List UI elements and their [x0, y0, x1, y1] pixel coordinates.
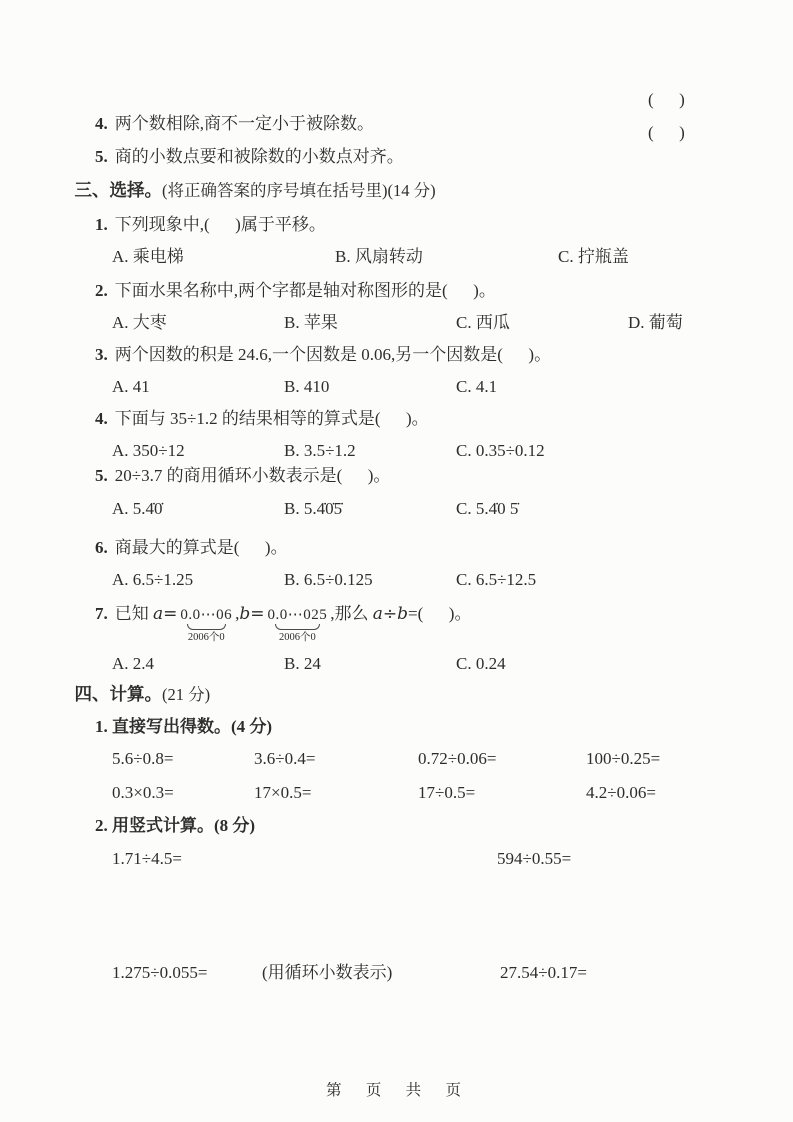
- option: C. 西瓜: [456, 313, 510, 332]
- question-number: 7.: [95, 604, 108, 623]
- expression: 27.54÷0.17=: [500, 963, 587, 982]
- option: C. 5.4̇0 5̇: [456, 499, 519, 518]
- decimal-value: 0.0⋯025: [267, 607, 328, 623]
- expression: 3.6÷0.4=: [254, 749, 316, 768]
- variable-b: b=: [239, 604, 265, 624]
- expression: 4.2÷0.06=: [586, 783, 656, 802]
- expression: 17×0.5=: [254, 783, 312, 802]
- expression: 17÷0.5=: [418, 783, 476, 802]
- option: B. 6.5÷0.125: [284, 570, 373, 589]
- question-number: 5.: [95, 466, 108, 485]
- question-text: 下面与 35÷1.2 的结果相等的算式是( )。: [114, 409, 429, 428]
- answer-bracket: ( ): [648, 123, 685, 142]
- option: D. 葡萄: [628, 313, 683, 332]
- option: A. 5.4̇0̇: [112, 499, 163, 518]
- question-text: =( )。: [408, 604, 472, 623]
- zeros-count-label: 2006个0: [187, 632, 225, 643]
- option: C. 0.35÷0.12: [456, 441, 545, 460]
- question-text: 两个因数的积是 24.6,一个因数是 0.06,另一个因数是( )。: [114, 345, 552, 364]
- option: C. 6.5÷12.5: [456, 570, 537, 589]
- expression: 0.72÷0.06=: [418, 749, 497, 768]
- option: B. 5.4̇0̇5̇: [284, 499, 343, 518]
- vertical-calc-row-2: [95, 937, 587, 1009]
- answer-bracket: ( ): [648, 90, 685, 109]
- vertical-calc-row-1: [95, 823, 571, 895]
- expression: 5.6÷0.8=: [112, 749, 174, 768]
- judge-statement: 商的小数点要和被除数的小数点对齐。: [114, 147, 404, 166]
- option: A. 41: [112, 377, 150, 396]
- expression-a-div-b: a÷b: [372, 604, 409, 624]
- option: B. 风扇转动: [335, 247, 423, 266]
- section-title: 四、计算。: [74, 684, 162, 704]
- item-number: 4.: [95, 114, 108, 133]
- question-text: 下列现象中,( )属于平移。: [114, 215, 326, 234]
- item-number: 5.: [95, 147, 108, 166]
- option: A. 2.4: [112, 654, 155, 673]
- expression: 1.275÷0.055=: [112, 963, 208, 982]
- option: B. 410: [284, 377, 330, 396]
- decimal-value: 0.0⋯06: [180, 607, 233, 623]
- variable-a: a=: [153, 604, 178, 624]
- section-subtitle: (将正确答案的序号填在括号里)(14 分): [162, 181, 436, 200]
- question-number: 2.: [95, 281, 108, 300]
- option: B. 24: [284, 654, 321, 673]
- question-text: 商最大的算式是( )。: [114, 538, 288, 557]
- option: C. 拧瓶盖: [558, 247, 629, 266]
- option: A. 350÷12: [112, 441, 185, 460]
- expression: 0.3×0.3=: [112, 783, 174, 802]
- zeros-count-label: 2006个0: [279, 632, 316, 643]
- comma: ,: [235, 604, 240, 623]
- question-text: 下面水果名称中,两个字都是轴对称图形的是( )。: [114, 281, 496, 300]
- option: C. 0.24: [456, 654, 506, 673]
- question-text: 20÷3.7 的商用循环小数表示是( )。: [114, 466, 391, 485]
- subheading-text: 2. 用竖式计算。(8 分): [95, 816, 256, 835]
- judge-statement: 两个数相除,商不一定小于被除数。: [114, 114, 374, 133]
- footer-page-label: 第 页 共 页: [326, 1082, 467, 1099]
- option: B. 苹果: [284, 313, 338, 332]
- subheading-text: 1. 直接写出得数。(4 分): [95, 717, 273, 736]
- question-number: 3.: [95, 345, 108, 364]
- question-number: 1.: [95, 215, 108, 234]
- section-points: (21 分): [162, 685, 211, 704]
- question-text: 已知: [114, 604, 153, 623]
- question-number: 6.: [95, 538, 108, 557]
- expression: 100÷0.25=: [586, 749, 661, 768]
- option: C. 4.1: [456, 377, 498, 396]
- option: A. 大枣: [112, 313, 167, 332]
- option: B. 3.5÷1.2: [284, 441, 356, 460]
- question-text: ,那么: [330, 604, 373, 623]
- expression-note: (用循环小数表示): [262, 963, 393, 982]
- expression: 594÷0.55=: [497, 849, 572, 868]
- question-number: 4.: [95, 409, 108, 428]
- section-title: 三、选择。: [74, 180, 162, 200]
- option: A. 乘电梯: [112, 247, 184, 266]
- option: A. 6.5÷1.25: [112, 570, 194, 589]
- expression: 1.71÷4.5=: [112, 849, 182, 868]
